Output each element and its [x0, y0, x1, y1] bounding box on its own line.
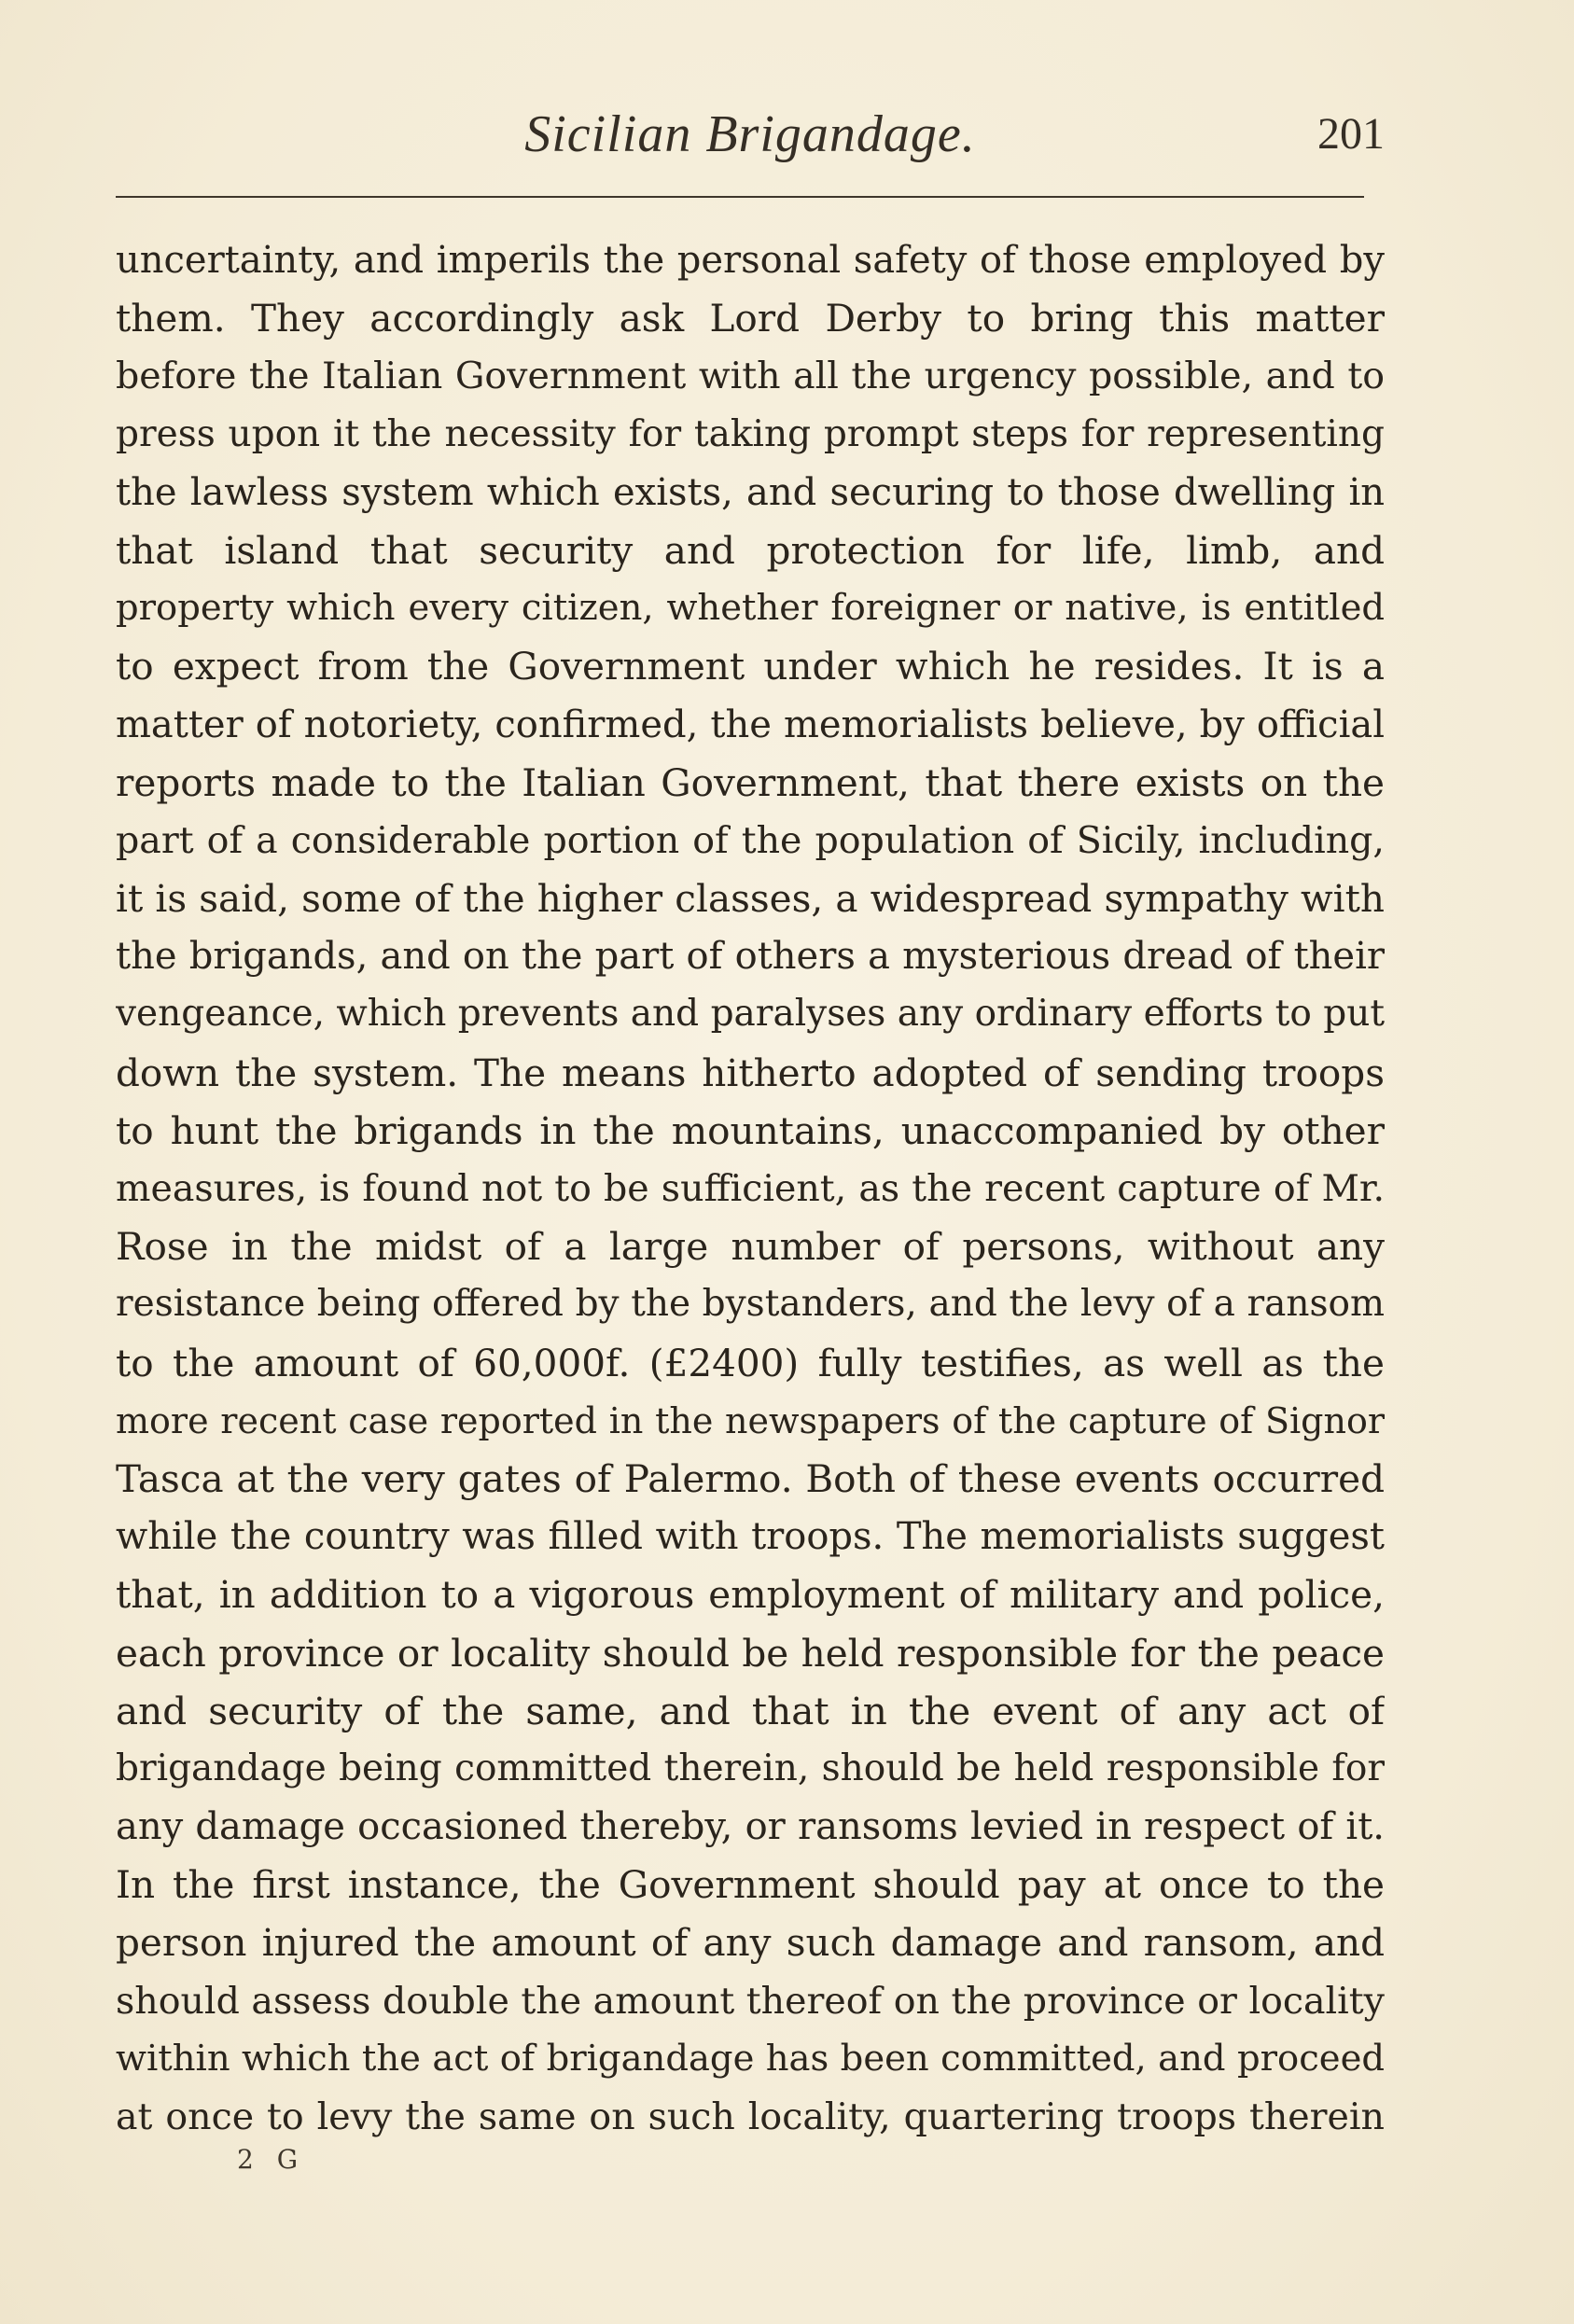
text-line: should assess double the amount thereof on the province or locality	[116, 1979, 1385, 2023]
text-line: the lawless system which exists, and securing to those dwelling in	[116, 470, 1385, 514]
text-line: down the system. The means hitherto adopted of sending troops	[116, 1050, 1385, 1095]
running-head	[116, 104, 1385, 179]
text-line: that island that security and protection for life, limb, and	[116, 527, 1385, 573]
text-line: and security of the same, and that in the event of any act of	[116, 1688, 1385, 1733]
page-number: 201	[1317, 109, 1385, 159]
text-line: In the first instance, the Government should pay at once to the	[116, 1862, 1385, 1908]
text-line: at once to levy the same on such locality, quartering troops therein	[116, 2095, 1385, 2138]
running-title: Sicilian Brigandage.	[524, 105, 976, 163]
text-line: part of a considerable portion of the population of Sicily, including,	[116, 818, 1385, 862]
signature-mark: 2 G	[237, 2144, 306, 2175]
header-rule	[116, 196, 1364, 198]
text-line: each province or locality should be held responsible for the peace	[116, 1630, 1385, 1676]
text-line: brigandage being committed therein, should be held responsible for	[116, 1746, 1385, 1789]
text-line: to expect from the Government under which he resides. It is a	[116, 644, 1385, 689]
text-line: to hunt the brigands in the mountains, unaccompanied by other	[116, 1107, 1385, 1153]
text-line: within which the act of brigandage has been committed, and proceed	[116, 2037, 1385, 2080]
text-line: uncertainty, and imperils the personal safety of those employed by	[116, 239, 1385, 282]
text-line: vengeance, which prevents and paralyses any ordinary efforts to put	[116, 993, 1385, 1036]
text-line: Tasca at the very gates of Palermo. Both of these events occurred	[116, 1455, 1385, 1501]
text-line: property which every citizen, whether foreigner or native, is entitled	[116, 587, 1385, 630]
text-line: while the country was filled with troops. The memorialists suggest	[116, 1515, 1385, 1559]
text-line: resistance being offered by the bystanders, and the levy of a ransom	[116, 1283, 1385, 1326]
text-line: measures, is found not to be sufficient, as the recent capture of Mr.	[116, 1167, 1385, 1210]
text-line: reports made to the Italian Government, that there exists on the	[116, 759, 1385, 805]
text-line: Rose in the midst of a large number of persons, without any	[116, 1224, 1385, 1270]
text-line: it is said, some of the higher classes, a widespread sympathy with	[116, 876, 1385, 922]
text-line: the brigands, and on the part of others a mysterious dread of their	[116, 935, 1385, 979]
text-line: to the amount of 60,000f. (£2400) fully testifies, as well as the	[116, 1340, 1385, 1385]
body-text	[116, 231, 1385, 2146]
text-line: before the Italian Government with all the urgency possible, and to	[116, 355, 1385, 398]
text-line: more recent case reported in the newspapers of the capture of Signor	[116, 1399, 1385, 1441]
text-line: them. They accordingly ask Lord Derby to bring this matter	[116, 296, 1385, 341]
text-line: that, in addition to a vigorous employment of military and police,	[116, 1572, 1385, 1618]
text-line: any damage occasioned thereby, or ransoms levied in respect of it.	[116, 1805, 1385, 1849]
text-line: matter of notoriety, confirmed, the memorialists believe, by official	[116, 703, 1385, 746]
text-line: press upon it the necessity for taking prompt steps for representing	[116, 412, 1385, 455]
text-line: person injured the amount of any such damage and ransom, and	[116, 1920, 1385, 1966]
